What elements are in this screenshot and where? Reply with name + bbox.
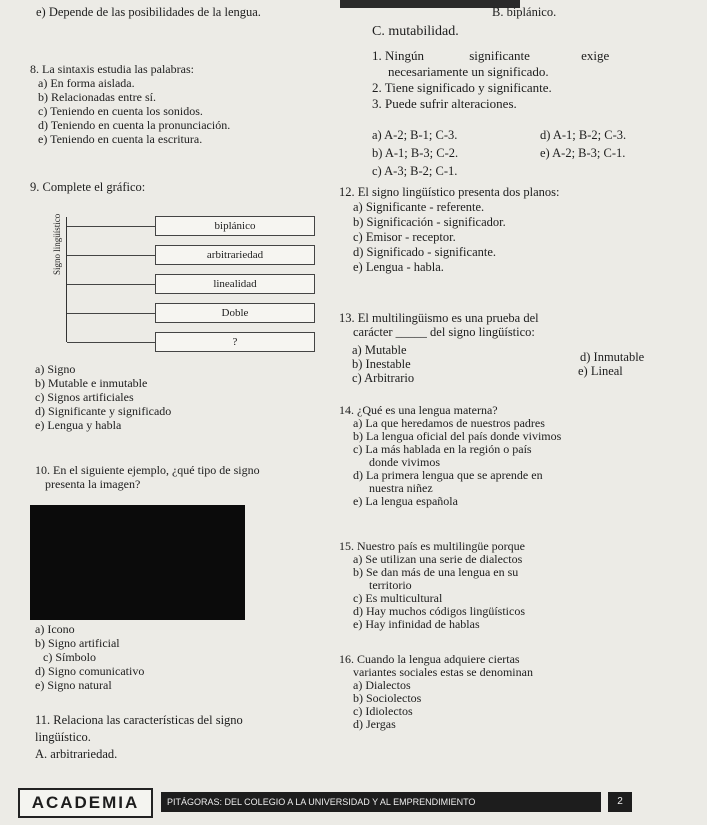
option: e) A-2; B-3; C-1. [540,146,626,160]
relation-item: 2. Tiene significado y significante. [372,80,552,95]
option: e) La lengua española [353,494,458,508]
option: d) A-1; B-2; C-3. [540,128,627,142]
diagram-connector [67,342,155,343]
relation-items [372,48,609,112]
option: b) Sociolectos [353,691,422,705]
question-10-options [35,622,144,692]
option: b) Signo artificial [35,636,120,650]
option: d) Signo comunicativo [35,664,145,678]
option: e) Lengua - habla. [353,260,444,274]
question-stem: 10. En el siguiente ejemplo, ¿qué tipo de signo [35,463,260,477]
question-stem: variantes sociales estas se denominan [353,665,533,679]
option: territorio [369,578,412,592]
option: a) Significante - referente. [353,200,485,214]
option: d) Teniendo en cuenta la pronunciación. [38,118,231,132]
option: b) Significación - significador. [353,215,506,229]
option: c) Símbolo [43,650,96,664]
option: e) Hay infinidad de hablas [353,617,480,631]
diagram-vertical-label: Signo lingüístico [52,213,62,275]
option: a) Signo [35,362,76,376]
option: c) Teniendo en cuenta los sonidos. [38,104,203,118]
footer-tagline: PITÁGORAS: DEL COLEGIO A LA UNIVERSIDAD Y AL EMPRENDIMIENTO [161,792,601,812]
diagram-connector [67,226,155,227]
question-stem: carácter _____ del signo lingüístico: [353,325,535,339]
academy-logo: ACADEMIA [18,788,153,818]
right-top-line: C. mutabilidad. [372,24,459,39]
question-9-options [35,362,171,432]
diagram-box: Doble [155,303,315,323]
option: b) Inestable [352,357,411,371]
diagram-box: arbitrariedad [155,245,315,265]
question-8 [30,62,230,146]
relation-item: 3. Puede sufrir alteraciones. [372,96,517,111]
right-top-line: B. biplánico. [492,5,557,19]
header-fragment: e) Depende de las posibilidades de la lengua. [36,5,261,19]
example-image [30,505,245,620]
option: a) Se utilizan una serie de dialectos [353,552,523,566]
option: e) Signo natural [35,678,112,692]
option: d) Inmutable [580,350,645,364]
question-14 [339,404,561,508]
option: d) Hay muchos códigos lingüísticos [353,604,525,618]
option: a) Dialectos [353,678,411,692]
question-stem: 14. ¿Qué es una lengua materna? [339,403,498,417]
relation-item-text: significante [469,48,530,63]
relation-item: necesariamente un significado. [388,64,549,79]
question-stem: 13. El multilingüismo es una prueba del [339,311,539,325]
diagram-box: linealidad [155,274,315,294]
option: d) La primera lengua que se aprende en [353,468,543,482]
question-11 [35,712,243,763]
question-stem: 15. Nuestro país es multilingüe porque [339,539,525,553]
question-12 [339,185,559,275]
question-stem: presenta la imagen? [45,477,141,491]
option: c) Arbitrario [352,371,415,385]
option: a) La que heredamos de nuestros padres [353,416,545,430]
footer [18,788,707,825]
question-9-stem: 9. Complete el gráfico: [30,180,146,194]
option: c) Emisor - receptor. [353,230,456,244]
option: e) Lengua y habla [35,418,122,432]
option: e) Lineal [578,364,623,378]
option: c) Signos artificiales [35,390,134,404]
signo-diagram [50,205,295,355]
relation-item-text: 1. Ningún [372,48,424,63]
option: c) Es multicultural [353,591,443,605]
question-13 [339,311,539,339]
option: a) Mutable [352,343,407,357]
option: c) A-3; B-2; C-1. [372,164,458,178]
option: c) La más hablada en la región o país [353,442,532,456]
option: e) Teniendo en cuenta la escritura. [38,132,203,146]
diagram-connector [67,313,155,314]
option: nuestra niñez [369,481,433,495]
option: b) Relacionadas entre sí. [38,90,156,104]
relation-item [372,48,609,64]
option: b) Se dan más de una lengua en su [353,565,519,579]
question-stem: 8. La sintaxis estudia las palabras: [30,62,194,76]
option: b) A-1; B-3; C-2. [372,146,459,160]
option: a) En forma aislada. [38,76,135,90]
question-10-stem [35,463,260,491]
relation-item-text: exige [581,48,610,63]
option: c) Idiolectos [353,704,413,718]
option: a) A-2; B-1; C-3. [372,128,458,142]
option: d) Significante y significado [35,404,172,418]
page-number: 2 [608,792,632,812]
question-stem: 11. Relaciona las características del signo [35,713,243,727]
question-stem: A. arbitrariedad. [35,747,118,761]
question-15 [339,540,525,631]
option: d) Jergas [353,717,396,731]
diagram-box: biplánico [155,216,315,236]
diagram-connector [67,284,155,285]
option: a) Icono [35,622,75,636]
question-stem: lingüístico. [35,730,91,744]
diagram-box: ? [155,332,315,352]
option: b) Mutable e inmutable [35,376,148,390]
option: d) Significado - significante. [353,245,497,259]
option: b) La lengua oficial del país donde vivimos [353,429,562,443]
diagram-connector [67,255,155,256]
diagram-axis [66,217,67,342]
question-stem: 16. Cuando la lengua adquiere ciertas [339,652,520,666]
question-stem: 12. El signo lingüístico presenta dos planos: [339,185,560,199]
option: donde vivimos [369,455,440,469]
question-16 [339,653,533,731]
